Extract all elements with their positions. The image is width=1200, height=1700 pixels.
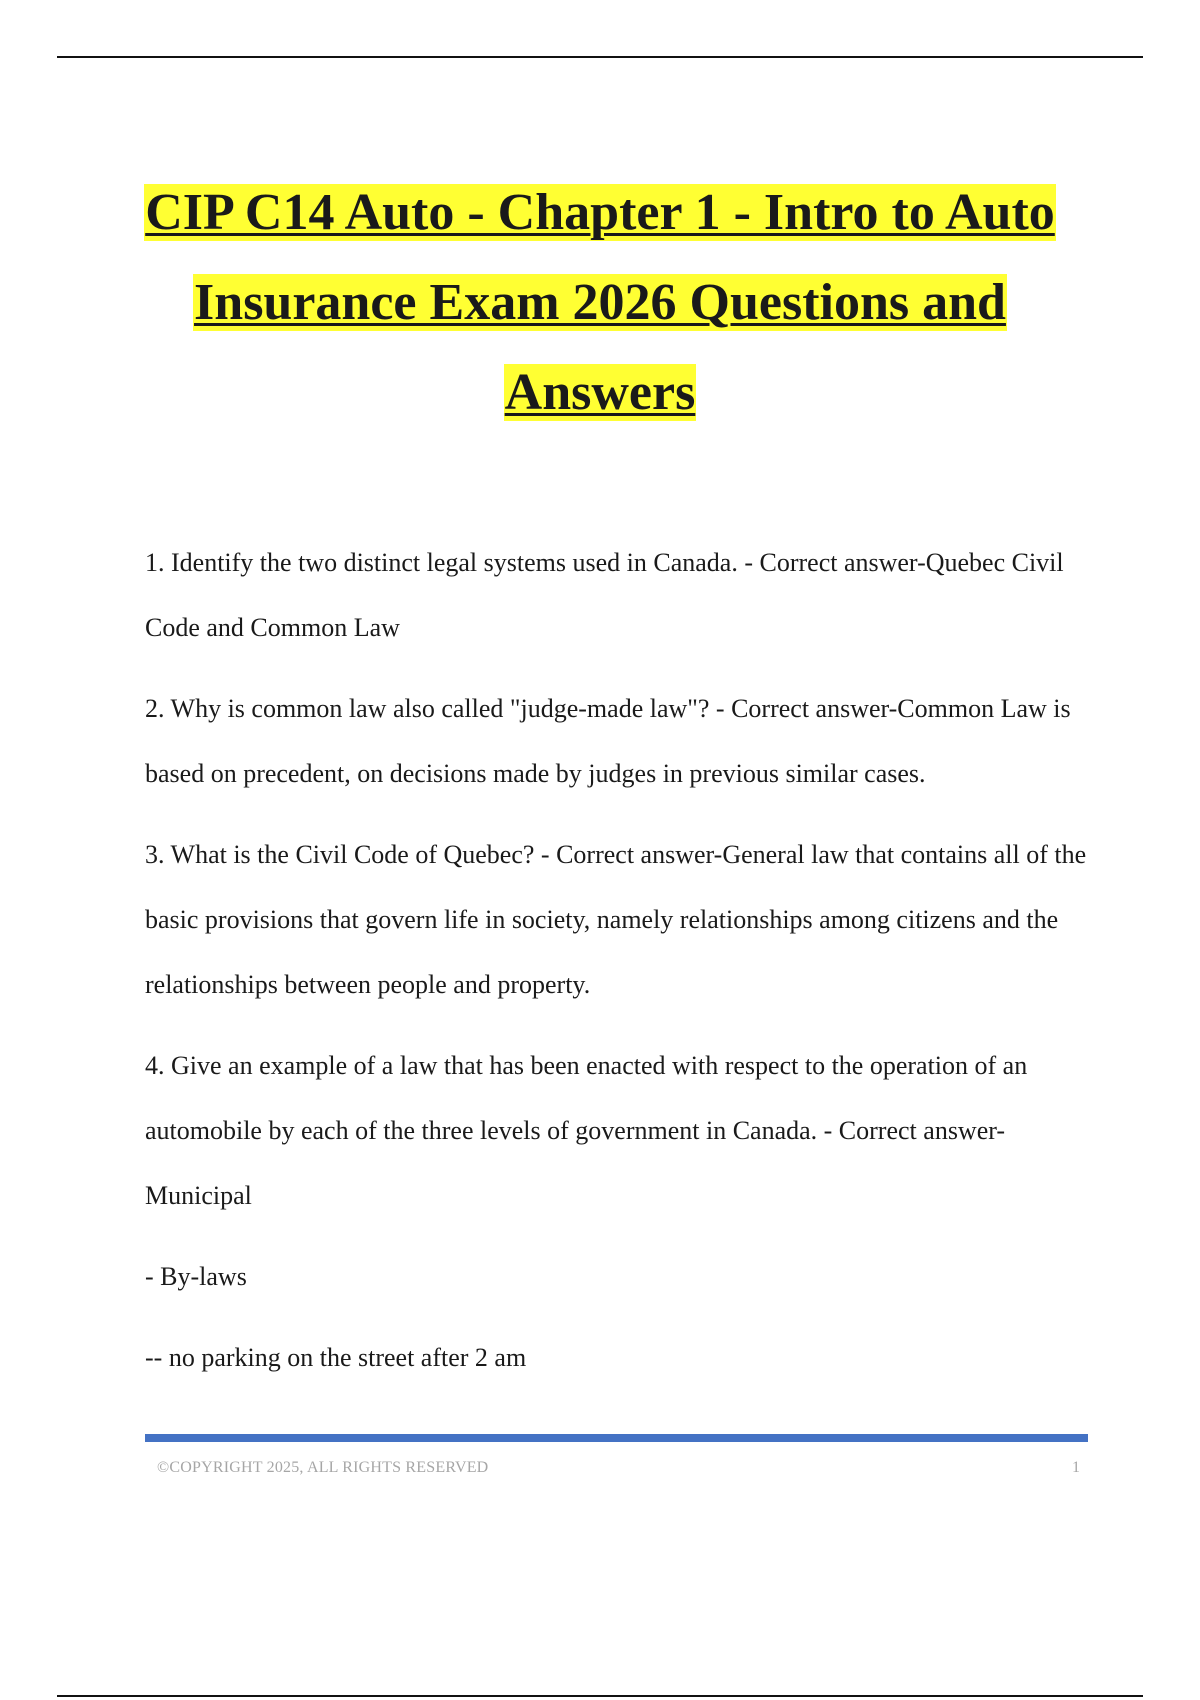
title-line-3: Answers: [504, 364, 696, 421]
footer-copyright: ©COPYRIGHT 2025, ALL RIGHTS RESERVED: [157, 1459, 489, 1476]
question-2: 2. Why is common law also called "judge-made law"? - Correct answer-Common Law is based on precedent, on decisions made by judges in previous similar cases.: [145, 694, 1071, 788]
answer-item-bylaws: - By-laws: [145, 1262, 247, 1291]
answer-item-parking: -- no parking on the street after 2 am: [145, 1343, 527, 1372]
question-4: 4. Give an example of a law that has been enacted with respect to the operation of an automobile by each of the three levels of government in Canada. - Correct answer-Municipal: [145, 1051, 1028, 1210]
title-line-1: CIP C14 Auto - Chapter 1 - Intro to Auto: [145, 184, 1055, 241]
page-number: 1: [1072, 1459, 1080, 1476]
title-line-2: Insurance Exam 2026 Questions and: [194, 274, 1006, 331]
top-rule: [57, 56, 1143, 58]
bottom-rule: [57, 1695, 1143, 1697]
question-1: 1. Identify the two distinct legal systems used in Canada. - Correct answer-Quebec Civil Code and Common Law: [145, 548, 1064, 642]
document-title: [100, 168, 1100, 438]
footer-bar: [145, 1434, 1088, 1442]
document-body: [145, 530, 1095, 1406]
question-3: 3. What is the Civil Code of Quebec? - Correct answer-General law that contains all of the basic provisions that govern life in society, namely relationships among citizens and the relationships between people and property.: [145, 840, 1087, 999]
